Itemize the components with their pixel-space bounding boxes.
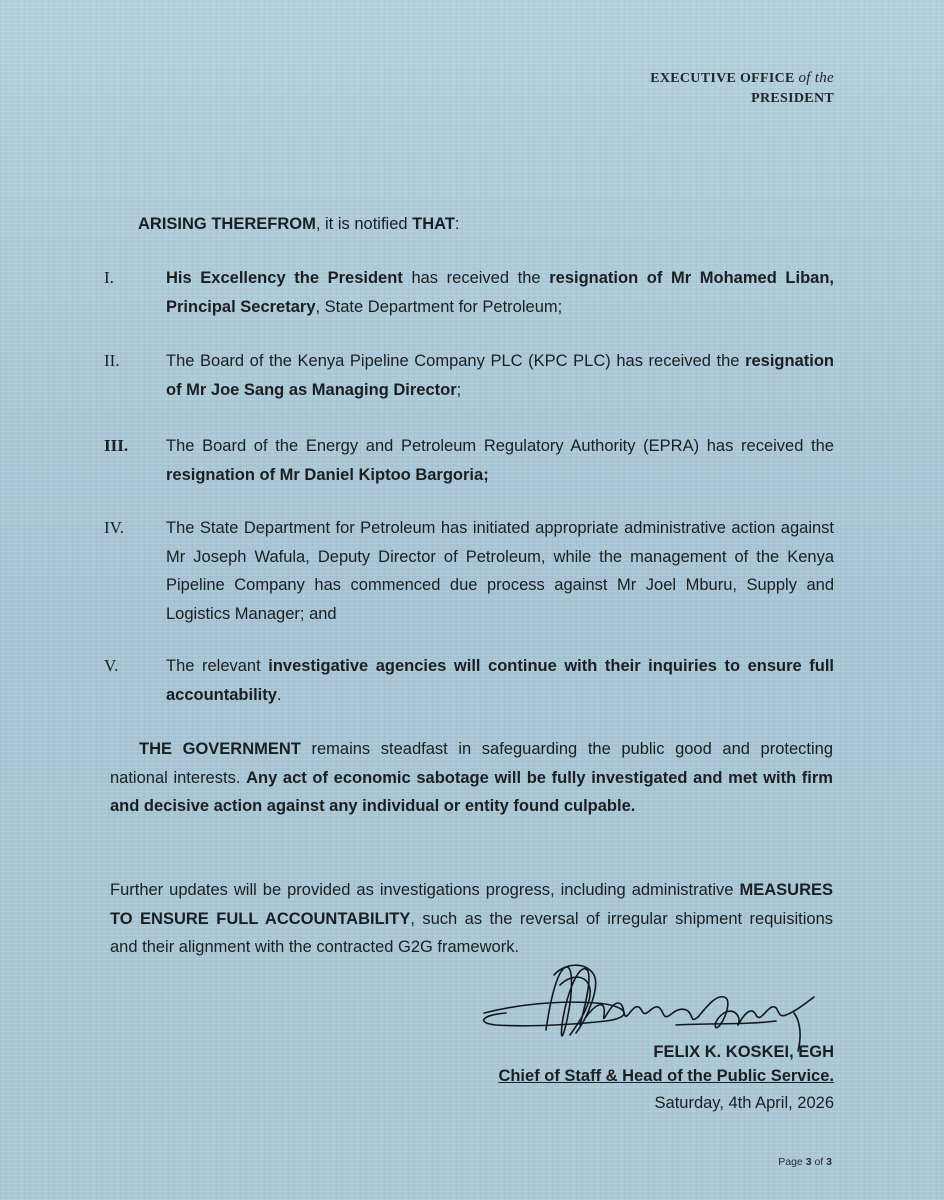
item-text (166, 514, 834, 628)
notice-item-4 (104, 514, 834, 628)
letterhead-office: EXECUTIVE OFFICE (650, 71, 795, 86)
government-paragraph (110, 735, 833, 821)
updates-start: Further updates will be provided as investigations progress, including administrative (110, 881, 740, 899)
notice-item-3 (104, 432, 834, 489)
letterhead-line-1 (650, 68, 834, 89)
item-text (166, 347, 834, 404)
notice-intro (138, 211, 460, 237)
intro-middle: , it is notified (315, 215, 413, 233)
item-text-part: resignation of Mr Mohamed Liban, Principal Secretary (166, 269, 834, 316)
page-total: 3 (826, 1156, 832, 1168)
item-numeral: IV. (104, 518, 124, 537)
item-text-part: The Board of the Kenya Pipeline Company PLC (KPC PLC) has received the (166, 352, 746, 370)
government-bold-tail: Any act of economic sabotage will be fully investigated and met with firm and decisive action against any individual or entity found culpable. (110, 768, 833, 815)
signatory-name: FELIX K. KOSKEI, EGH (653, 1043, 834, 1061)
item-numeral: V. (104, 656, 119, 675)
item-text-part: resignation of Mr Daniel Kiptoo Bargoria; (166, 465, 489, 484)
item-text-part: . (276, 685, 282, 704)
page-label: Page (778, 1156, 803, 1168)
item-text-part: investigative agencies will continue with their inquiries to ensure full accountability (166, 657, 834, 704)
intro-lead: ARISING THEREFROM (138, 215, 316, 233)
government-lead: THE GOVERNMENT (139, 740, 301, 758)
government-middle: remains steadfast in safeguarding the public good and protecting national interests. (110, 740, 833, 787)
item-text (166, 432, 834, 489)
item-text-part: His Excellency the President (166, 269, 403, 287)
notice-item-1 (104, 264, 834, 321)
updates-paragraph (110, 876, 833, 962)
item-text-part: has received the (402, 269, 550, 287)
letterhead-line-2: PRESIDENT (751, 91, 834, 106)
item-numeral: II. (104, 351, 120, 370)
item-numeral: III. (104, 436, 129, 455)
letterhead-of-the: of the (798, 70, 834, 86)
item-text-part: The Board of the Energy and Petroleum Regulatory Authority (EPRA) has received the (166, 437, 834, 455)
notice-item-2 (104, 347, 834, 404)
page-number (778, 1156, 832, 1168)
updates-end: , such as the reversal of irregular shipment requisitions and their alignment with the contracted G2G framework. (110, 909, 833, 956)
intro-end: : (454, 215, 460, 233)
intro-tail: THAT (412, 215, 455, 233)
item-text (166, 264, 834, 321)
document-date: Saturday, 4th April, 2026 (654, 1094, 834, 1112)
page-current: 3 (805, 1156, 812, 1168)
item-text-part: resignation of Mr Joe Sang as Managing Director (166, 352, 834, 399)
item-text (166, 652, 834, 709)
page-of: of (814, 1156, 824, 1168)
item-numeral: I. (104, 268, 114, 287)
signatory-title: Chief of Staff & Head of the Public Service. (498, 1067, 834, 1085)
item-text-part: The State Department for Petroleum has initiated appropriate administrative action against Mr Joseph Wafula, Deputy Director of Petroleum, while the management of the Kenya Pipeline Company has commenced due process against Mr Joel Mburu, Supply and Logistics Manager; and (166, 519, 834, 623)
item-text-part: ; (456, 380, 462, 399)
letterhead (650, 68, 834, 109)
signatory-block (498, 1040, 834, 1115)
item-text-part: , State Department for Petroleum; (315, 297, 563, 316)
updates-bold: MEASURES TO ENSURE FULL ACCOUNTABILITY (110, 881, 833, 928)
item-text-part: The relevant (166, 657, 269, 675)
notice-item-5 (104, 652, 834, 709)
